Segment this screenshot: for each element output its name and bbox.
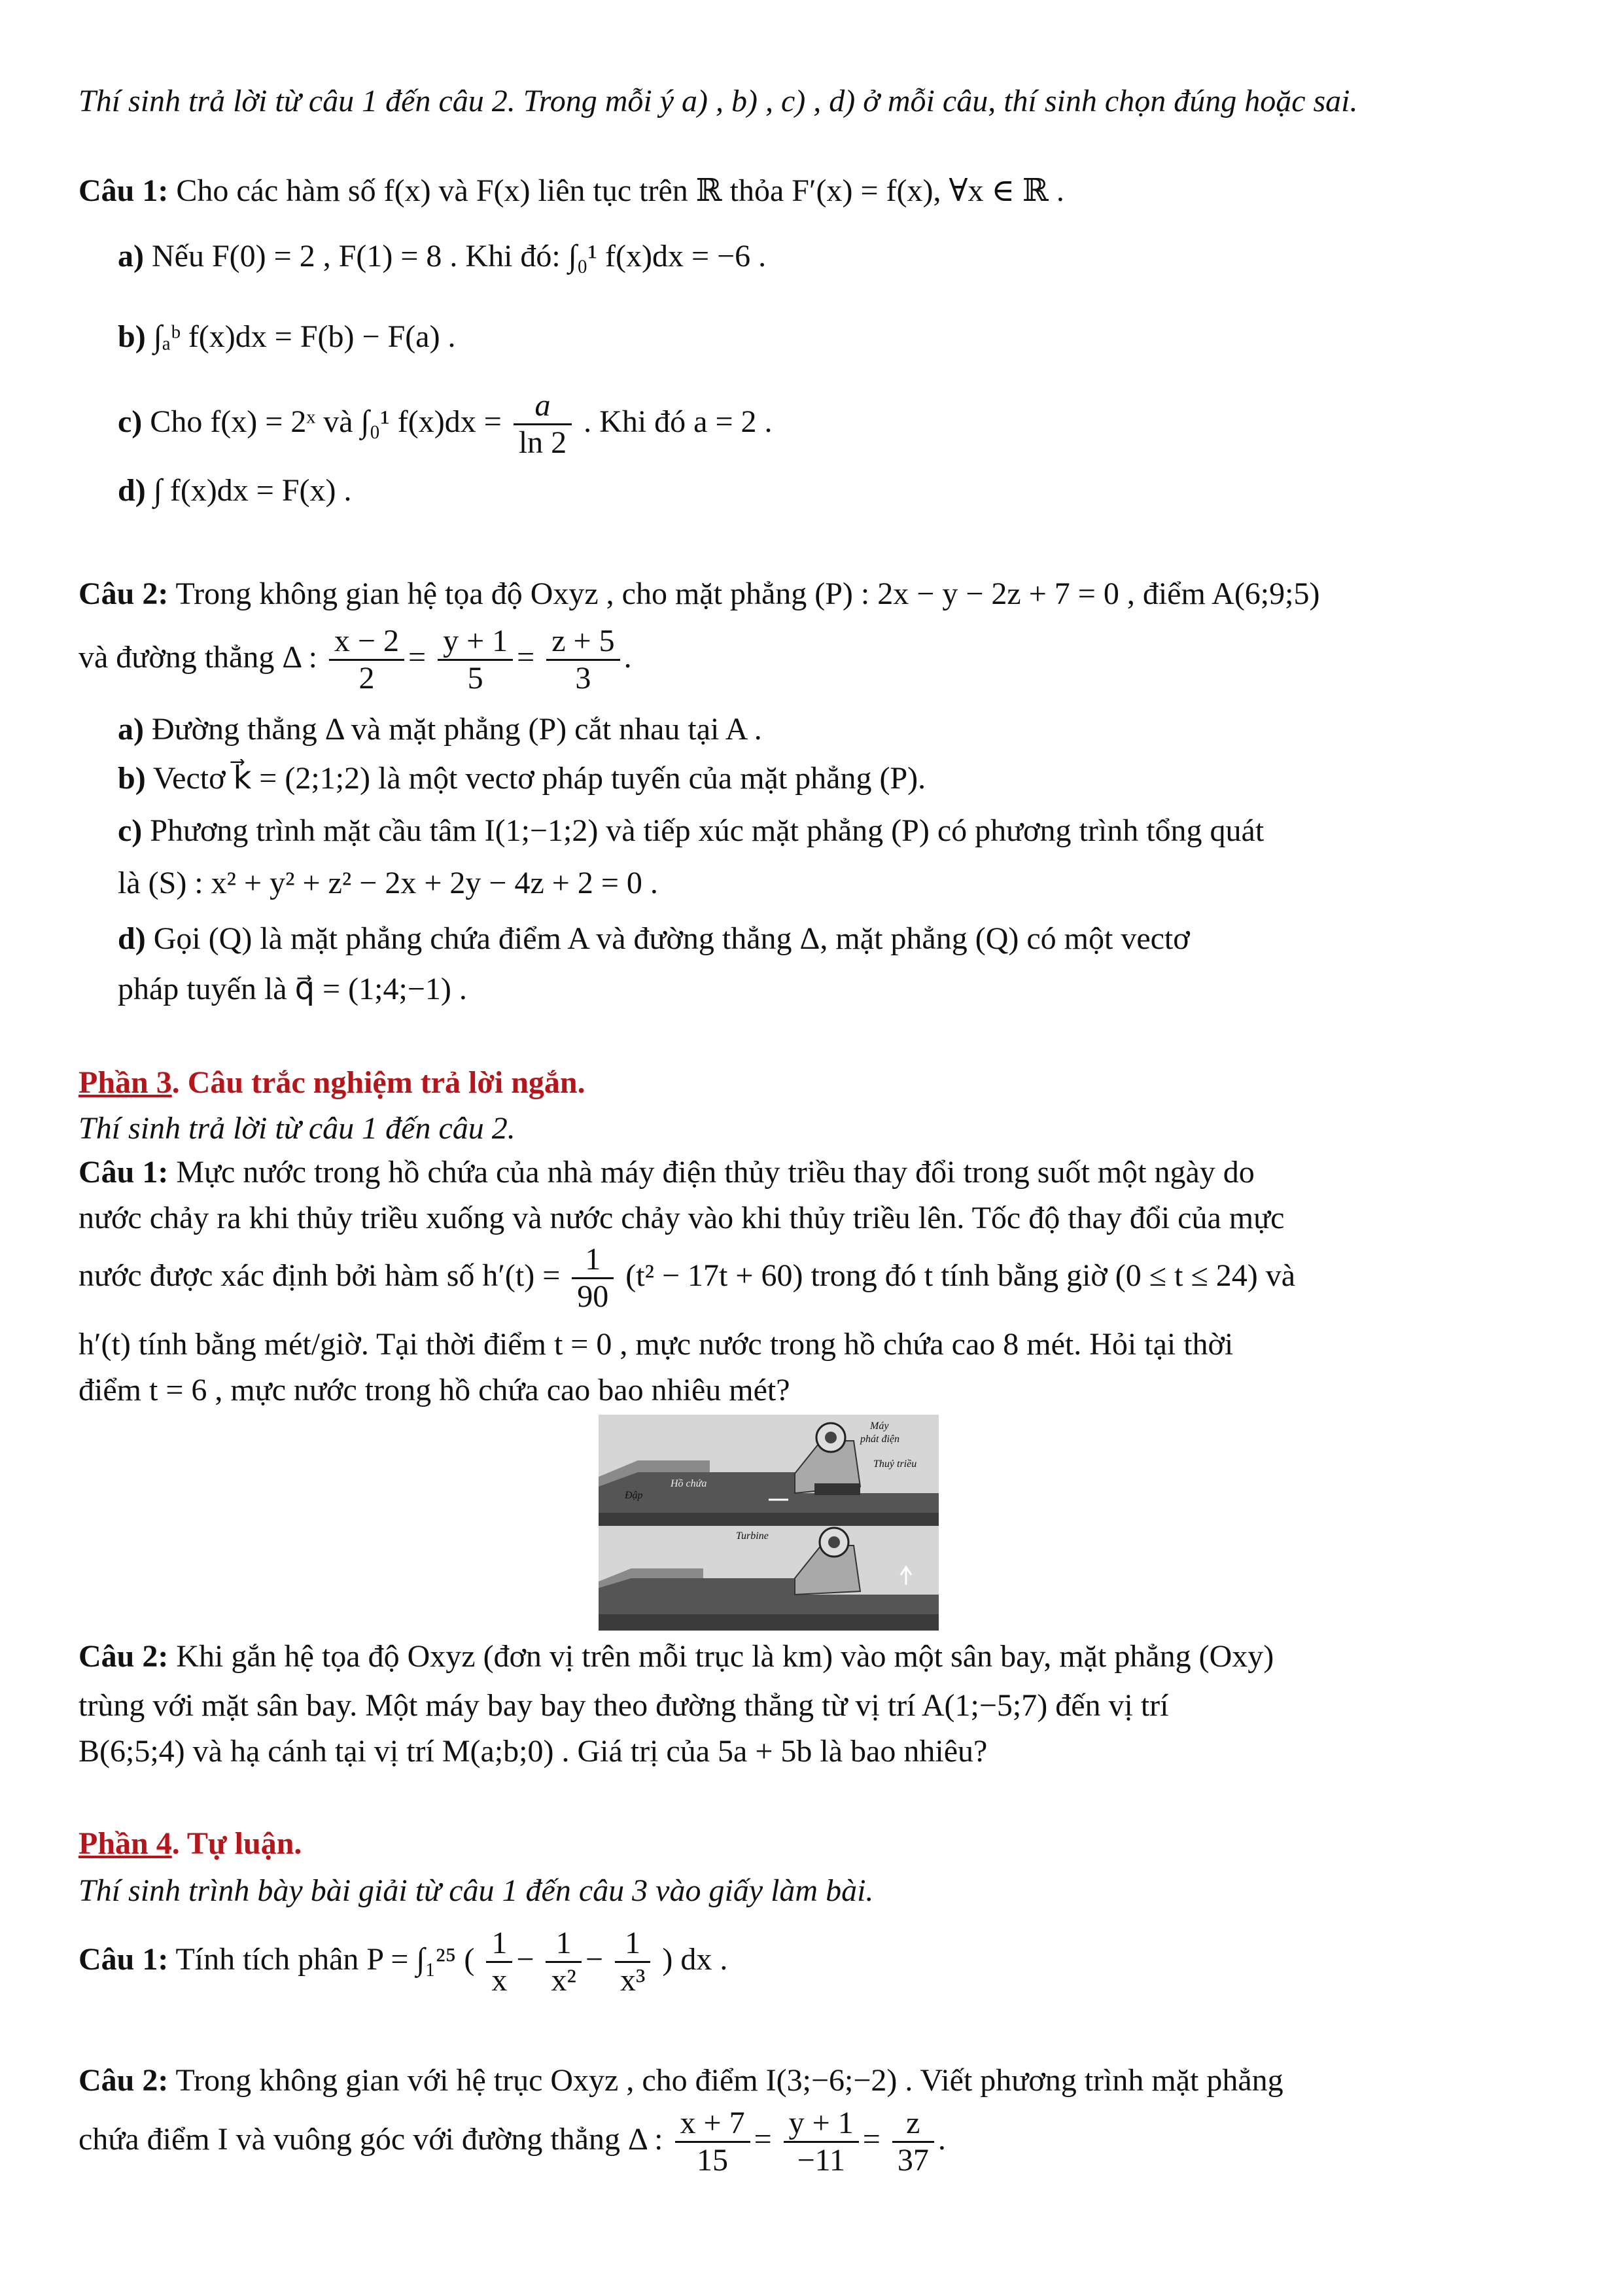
part4-instruction: Thí sinh trình bày bài giải từ câu 1 đến câu 3 vào giấy làm bài.	[79, 1873, 874, 1908]
label-may: Máy	[870, 1421, 889, 1432]
option-label: a)	[118, 712, 144, 747]
p2q1-option-d	[118, 471, 352, 510]
label-dap: Đập	[625, 1490, 643, 1501]
fraction: $\frac{1}{\text{x²}}$	[546, 1926, 581, 1998]
option-text: Vectơ k⃗ = (2;1;2) là một vectơ pháp tuyến của mặt phẳng (P).	[152, 761, 926, 796]
option-text: ∫ₐᵇ f(x)dx = F(b) − F(a) .	[153, 319, 456, 354]
fraction: $\frac{y + 1}{-11}$	[784, 2106, 859, 2178]
label-phat-dien: phát điện	[860, 1434, 899, 1445]
text-segment: (t² − 17t + 60) trong đó t tính bằng giờ (0 ≤ t ≤ 24) và	[625, 1258, 1296, 1293]
fraction: $\frac{1}{90}$	[572, 1242, 614, 1315]
part3-instruction: Thí sinh trả lời từ câu 1 đến câu 2.	[79, 1111, 515, 1146]
p4-question-1: Câu 1: Tính tích phân P = ∫₁²⁵ ( $\frac{1}{x}$ − $\frac{1}{\text{x²}}$ − $\frac{1}{\text{x³}}$ ) dx .	[79, 1926, 728, 1998]
p2q2-option-c-cont: là (S) : x² + y² + z² − 2x + 2y − 4z + 2 = 0 .	[118, 866, 658, 900]
part-title-rest: . Tự luận.	[171, 1826, 302, 1861]
part-title: Phần 3	[79, 1065, 172, 1100]
option-text: Phương trình mặt cầu tâm I(1;−1;2) và tiếp xúc mặt phẳng (P) có phương trình tổng quát	[150, 813, 1265, 848]
p2q2-option-b	[118, 759, 926, 798]
line-equation: và đường thẳng Δ : $\frac{x - 2}{2}$ = $\frac{y + 1}{5}$ = $\frac{z + 5}{3}$ .	[79, 624, 632, 696]
p2-question-1	[79, 171, 1064, 211]
question-text: Cho các hàm số f(x) và F(x) liên tục trên ℝ thỏa F′(x) = f(x), ∀x ∈ ℝ .	[176, 173, 1064, 208]
option-label: d)	[118, 473, 146, 508]
p2q1-option-c	[118, 386, 773, 461]
p3-question-1	[79, 1153, 1255, 1192]
p3q2-line-3: B(6;5;4) và hạ cánh tại vị trí M(a;b;0) . Giá trị của 5a + 5b là bao nhiêu?	[79, 1734, 988, 1769]
option-label: c)	[118, 404, 143, 439]
p3q1-line-2: nước chảy ra khi thủy triều xuống và nước chảy vào khi thủy triều lên. Tốc độ thay đổi của mực	[79, 1201, 1285, 1235]
p3q2-line-2: trùng với mặt sân bay. Một máy bay bay theo đường thẳng từ vị trí A(1;−5;7) đến vị trí	[79, 1688, 1169, 1723]
p3q1-line-4: h′(t) tính bằng mét/giờ. Tại thời điểm t = 0 , mực nước trong hồ chứa cao 8 mét. Hỏi tại thời	[79, 1327, 1234, 1362]
p2q2-option-d	[118, 919, 1190, 959]
fraction: $\frac{z + 5}{3}$	[546, 624, 620, 696]
question-text: Trong không gian hệ tọa độ Oxyz , cho mặt phẳng (P) : 2x − y − 2z + 7 = 0 , điểm A(6;9;5)	[175, 576, 1320, 611]
p2q2-option-d-cont: pháp tuyến là q⃗ = (1;4;−1) .	[118, 972, 467, 1006]
p2q2-option-a	[118, 710, 762, 749]
fraction: $\frac{z}{37}$	[892, 2106, 934, 2178]
question-label: Câu 1:	[79, 1155, 169, 1190]
tidal-plant-diagram	[599, 1415, 939, 1631]
question-text: Mực nước trong hồ chứa của nhà máy điện thủy triều thay đổi trong suốt một ngày do	[176, 1155, 1255, 1190]
option-label: b)	[118, 319, 146, 354]
integral-prefix: Tính tích phân P = ∫₁²⁵ (	[175, 1942, 475, 1977]
option-text: ∫ f(x)dx = F(x) .	[153, 473, 352, 508]
p4q2-line-2: chứa điểm I và vuông góc với đường thẳng Δ : $\frac{x + 7}{15}$ = $\frac{y + 1}{-11}$ = $\frac{z}{37}$ .	[79, 2106, 946, 2178]
fraction: $\frac{x - 2}{2}$	[329, 624, 404, 696]
part3-heading	[79, 1063, 585, 1103]
label-ho-chua: Hồ chứa	[671, 1478, 707, 1489]
text-segment: chứa điểm I và vuông góc với đường thẳng Δ :	[79, 2122, 663, 2157]
question-label: Câu 2:	[79, 2063, 169, 2098]
fraction: $\frac{a}{\ln 2}$	[514, 388, 572, 461]
p2q1-option-a	[118, 237, 766, 276]
option-text: Đường thẳng Δ và mặt phẳng (P) cắt nhau tại A .	[151, 712, 762, 747]
option-text: Nếu F(0) = 2 , F(1) = 8 . Khi đó: ∫₀¹ f(x)dx = −6 .	[151, 239, 767, 274]
part-title-rest: . Câu trắc nghiệm trả lời ngắn.	[171, 1065, 585, 1100]
p2q1-option-b	[118, 317, 456, 357]
fraction: $\frac{x + 7}{15}$	[675, 2106, 750, 2178]
fraction: $\frac{1}{\text{x³}}$	[615, 1926, 650, 1998]
p2-question-2	[79, 574, 1319, 614]
label-turbine: Turbine	[736, 1530, 769, 1542]
p4-question-2	[79, 2061, 1283, 2100]
option-label: a)	[118, 239, 144, 274]
option-label: c)	[118, 813, 143, 848]
question-label: Câu 2:	[79, 1639, 169, 1674]
option-text-end: . Khi đó a = 2 .	[584, 404, 773, 439]
p3-question-2	[79, 1637, 1274, 1676]
option-label: d)	[118, 921, 146, 956]
question-label: Câu 2:	[79, 576, 169, 611]
part-title: Phần 4	[79, 1826, 172, 1861]
option-text: Gọi (Q) là mặt phẳng chứa điểm A và đường thẳng Δ, mặt phẳng (Q) có một vectơ	[153, 921, 1190, 956]
section-intro: Thí sinh trả lời từ câu 1 đến câu 2. Trong mỗi ý a) , b) , c) , d) ở mỗi câu, thí sinh chọn đúng hoặc sai.	[79, 84, 1358, 118]
option-text: Cho f(x) = 2ˣ và ∫₀¹ f(x)dx =	[150, 404, 502, 439]
question-text: Trong không gian với hệ trục Oxyz , cho điểm I(3;−6;−2) . Viết phương trình mặt phẳng	[175, 2063, 1283, 2098]
tidal-plant-figure	[599, 1415, 939, 1631]
part4-heading	[79, 1824, 302, 1863]
question-label: Câu 1:	[79, 1942, 169, 1977]
p2q2-option-c	[118, 811, 1264, 851]
fraction: $\frac{1}{x}$	[486, 1926, 512, 1998]
question-label: Câu 1:	[79, 173, 169, 208]
fraction: $\frac{y + 1}{5}$	[438, 624, 513, 696]
p3q1-line-5: điểm t = 6 , mực nước trong hồ chứa cao bao nhiêu mét?	[79, 1373, 790, 1407]
p3q1-line-3	[79, 1240, 1295, 1315]
equation-prefix: và đường thẳng Δ :	[79, 640, 317, 675]
text-segment: nước được xác định bởi hàm số h′(t) =	[79, 1258, 561, 1293]
question-text: Khi gắn hệ tọa độ Oxyz (đơn vị trên mỗi trục là km) vào một sân bay, mặt phẳng (Oxy)	[176, 1639, 1274, 1674]
option-label: b)	[118, 761, 146, 796]
label-thuy-trieu: Thuỷ triều	[873, 1458, 917, 1470]
integral-suffix: ) dx .	[662, 1942, 728, 1977]
